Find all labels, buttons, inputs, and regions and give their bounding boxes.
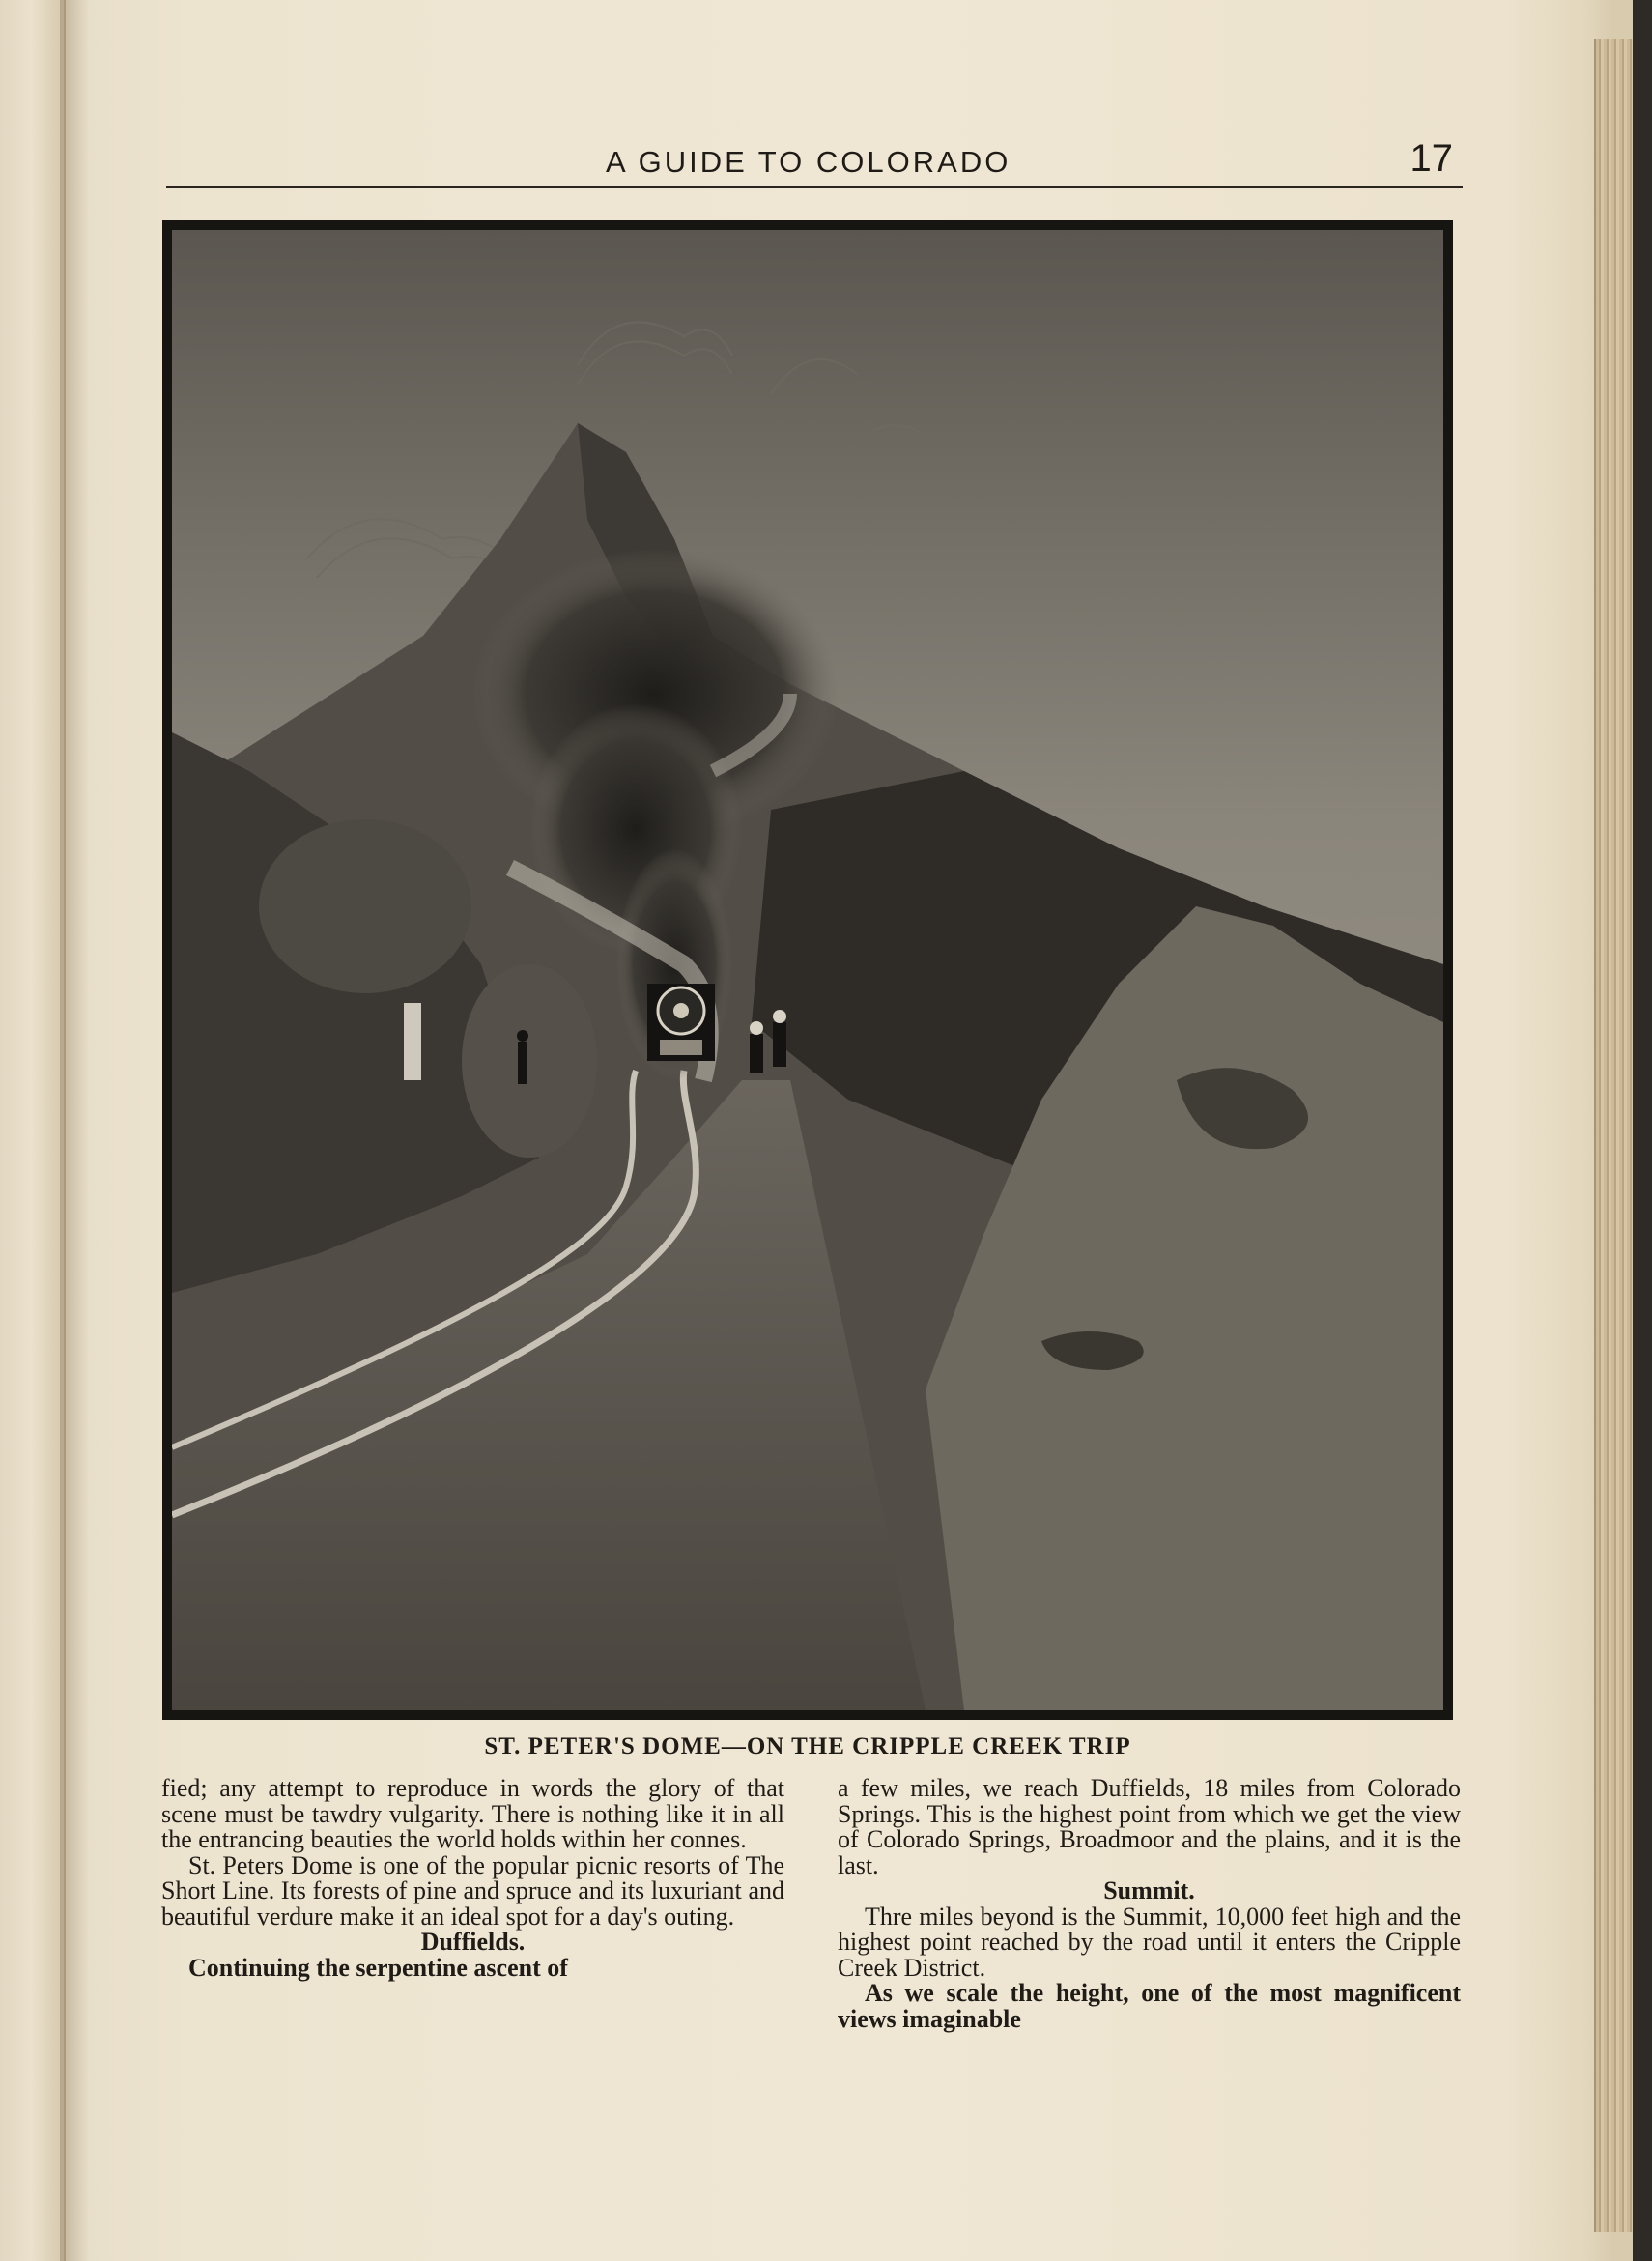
running-header: [166, 133, 1463, 187]
text-column-right: [838, 1776, 1461, 2032]
gutter-shadow: [60, 0, 89, 2261]
photo-illustration: [172, 230, 1443, 1710]
left-page-margin: [0, 0, 66, 2261]
subheading-duffields: Duffields.: [420, 1928, 526, 1956]
paragraph: St. Peters Dome is one of the popular picnic resorts of The Short Line. Its forests of pine and spruce and its luxuriant and beautiful verdure make it an ideal spot for a day's outing.: [161, 1850, 784, 1931]
subheading-summit: Summit.: [1103, 1876, 1195, 1904]
photograph-st-peters-dome: [162, 220, 1453, 1720]
header-rule: [166, 186, 1463, 188]
locomotive: [647, 984, 715, 1061]
paragraph: fied; any attempt to reproduce in words the glory of that scene must be tawdry vulgarity. There is nothing like it in all the entrancing beauties the world holds within her connes.: [161, 1774, 784, 1853]
photo-caption: ST. PETER'S DOME—ON THE CRIPPLE CREEK TRIP: [484, 1733, 1131, 1760]
paragraph: Thre miles beyond is the Summit, 10,000 feet high and the highest point reached by the road until it enters the Cripple Creek District.: [838, 1902, 1461, 1982]
running-title: A GUIDE TO COLORADO: [606, 145, 1011, 179]
text-column-left: [161, 1776, 784, 1981]
page-number: 17: [1410, 137, 1453, 180]
paragraph: As we scale the height, one of the most magnificent views imaginable: [838, 1979, 1461, 2033]
milepost: [404, 1003, 421, 1080]
paragraph: Continuing the serpentine ascent of: [188, 1953, 568, 1982]
paragraph: a few miles, we reach Duffields, 18 miles from Colorado Springs. This is the highest point from which we get the view of Colorado Springs, Broadmoor and the plains, and it is the last.: [838, 1774, 1461, 1879]
background-edge: [1633, 0, 1652, 2261]
